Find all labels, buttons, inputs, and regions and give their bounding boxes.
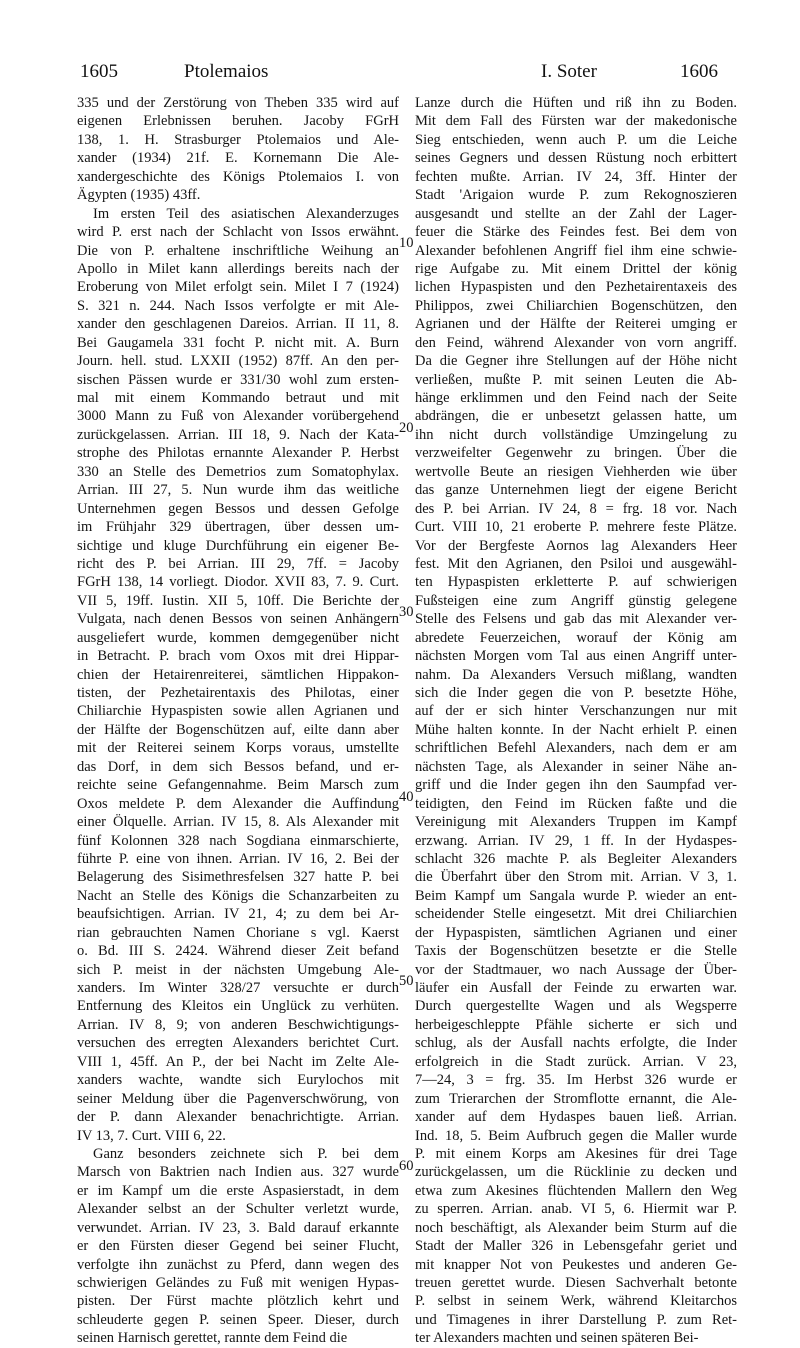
text-line: fünf Kolonnen 328 nach Sogdiana einmarschierte, bbox=[77, 832, 399, 849]
text-line: reichte seine Gefangennahme. Beim Marsch zum bbox=[77, 777, 399, 794]
text-line: der Hypaspisten, sämtlichen Agrianen und einer bbox=[415, 924, 737, 941]
text-line: Eroberung von Milet erfolgt sein. Milet I 7 (1924) bbox=[77, 279, 399, 296]
text-line: ten Hypaspisten erkletterte P. auf schwierigen bbox=[415, 574, 737, 591]
text-line: noch beschäftigt, als Alexander beim Sturm auf die bbox=[415, 1219, 737, 1236]
text-line: seinen Harnisch gerettet, rannte dem Feind die bbox=[77, 1330, 348, 1347]
text-line: Ganz besonders zeichnete sich P. bei dem bbox=[93, 1145, 399, 1162]
text-line: Vereinigung mit Alexanders Truppen im Kampf bbox=[415, 814, 737, 831]
text-line: versuchen des erregten Alexanders berichtet Curt. bbox=[77, 1035, 399, 1052]
text-line: teidigten, den Feind im Rücken faßte und die bbox=[415, 795, 737, 812]
text-line: beaufsichtigen. Arrian. IV 21, 4; zu dem bei Ar- bbox=[77, 906, 399, 923]
line-number: 50 bbox=[399, 973, 414, 989]
text-line: ausgeliefert wurde, kommen demgegenüber nicht bbox=[77, 629, 399, 646]
text-line: xanders. Im Winter 328/27 versuchte er durch bbox=[77, 980, 399, 996]
column-number-left: 1605 bbox=[80, 61, 118, 82]
text-line: 335 und der Zerstörung von Theben 335 wird auf bbox=[77, 95, 399, 111]
text-line: den Feind, während Alexander von vorn angriff. bbox=[415, 334, 737, 351]
text-line: im Frühjahr 329 übertragen, über dessen um- bbox=[77, 519, 399, 536]
text-line: mal mit einem Kommando betraut und mit bbox=[77, 390, 399, 406]
text-line: pisten. Der Fürst machte plötzlich kehrt und bbox=[77, 1293, 399, 1310]
text-line: des P. bei Arrian. IV 24, 8 = frg. 18 vor. Nach bbox=[415, 500, 737, 517]
text-line: in Betracht. P. brach vom Oxos mit drei Hippar- bbox=[77, 648, 399, 665]
text-line: 330 an Stelle des Demetrios zum Somatophylax. bbox=[77, 463, 399, 480]
line-number: 60 bbox=[399, 1158, 414, 1174]
left-text-column bbox=[77, 94, 399, 1348]
text-line: o. Bd. III S. 2424. Während dieser Zeit befand bbox=[77, 943, 399, 960]
text-line: rige Aufgabe zu. Mit einem Drittel der könig bbox=[415, 260, 737, 277]
text-line: sichtige und kluge Durchführung ein eigener Be- bbox=[77, 537, 399, 554]
right-text-column bbox=[415, 94, 737, 1348]
text-line: erzwang. Arrian. IV 29, 1 ff. In der Hydaspes- bbox=[415, 832, 737, 849]
text-line: fest. Mit den Agrianen, den Psiloi und ausgewähl- bbox=[415, 555, 737, 572]
text-line: eigenen Erlebnissen beruhen. Jacoby FGrH bbox=[77, 113, 399, 130]
text-line: er im Kampf um die erste Aspasierstadt, in dem bbox=[77, 1182, 399, 1199]
text-line: ihn nicht durch vollständige Umzingelung zu bbox=[415, 426, 737, 443]
text-line: Im ersten Teil des asiatischen Alexanderzuges bbox=[93, 205, 399, 222]
text-line: nahm. Da Alexanders Versuch mißlang, wandten bbox=[415, 666, 737, 683]
text-line: der Hälfte der Bogenschützen auf, eilte dann aber bbox=[77, 721, 399, 738]
text-line: 3000 Mann zu Fuß von Alexander vorübergehend bbox=[77, 408, 399, 425]
text-line: Vulgata, nach denen Bessos von seinen Anhängern bbox=[77, 611, 399, 628]
text-line: FGrH 138, 14 vorliegt. Diodor. XVII 83, 7. 9. Curt. bbox=[77, 574, 399, 591]
text-line: er den Fürsten dieser Gegend bei seiner Flucht, bbox=[77, 1238, 399, 1255]
text-line: etwa zum Akesines flüchtenden Mallern den Weg bbox=[415, 1182, 737, 1199]
text-line: Entfernung des Kleitos ein Unglück zu verhüten. bbox=[77, 998, 399, 1015]
text-line: verfolgte ihn zunächst zu Pferd, dann wegen des bbox=[77, 1256, 399, 1273]
text-line: Unternehmen gegen Bessos und dessen Gefolge bbox=[77, 500, 399, 517]
text-line: lichen Hypaspisten und den Pezhetairentaxeis des bbox=[415, 279, 737, 296]
text-line: Chiliarchie Hypaspisten sowie allen Agrianen und bbox=[77, 703, 399, 720]
text-line: Oxos meldete P. dem Alexander die Auffindung bbox=[77, 795, 399, 812]
text-line: Da die Gegner ihre Stellungen auf der Höhe nicht bbox=[415, 353, 737, 370]
text-line: S. 321 n. 244. Nach Issos verfolgte er mit Ale- bbox=[77, 297, 399, 314]
text-line: läufer ein Ausfall der Feinde zu erwarten war. bbox=[415, 980, 737, 996]
text-line: Arrian. III 27, 5. Nun wurde ihm das weitliche bbox=[77, 482, 399, 499]
line-number: 40 bbox=[399, 789, 414, 805]
text-line: Curt. VIII 10, 21 eroberte P. mehrere feste Plätze. bbox=[415, 519, 737, 536]
text-line: wertvolle Beute an riesigen Viehherden wie über bbox=[415, 463, 737, 480]
text-line: xanders wachte, wandte sich Eurylochos mit bbox=[77, 1072, 399, 1089]
text-line: sich die Inder gegen die von P. besetzte Höhe, bbox=[415, 685, 737, 701]
text-line: verließen, mußte P. mit seinen Leuten die Ab- bbox=[415, 371, 737, 388]
text-line: Alexander selbst an der Schulter verletzt wurde, bbox=[77, 1201, 399, 1218]
text-line: Alexander befohlenen Angriff fiel ihm eine schwie- bbox=[415, 242, 737, 259]
text-line: nächsten Morgen vom Tal aus einen Angriff unter- bbox=[415, 648, 737, 665]
page-title-right: I. Soter bbox=[541, 61, 597, 82]
text-line: Philippos, zwei Chiliarchien Bogenschützen, den bbox=[415, 297, 737, 314]
text-line: Taxis der Bogenschützen besetzte er die Stelle bbox=[415, 943, 737, 960]
text-line: griff und die Inder gegen ihn den Saumpfad ver- bbox=[415, 777, 737, 794]
column-number-right: 1606 bbox=[680, 61, 718, 82]
text-line: Nacht an Stelle des Königs die Schanzarbeiten zu bbox=[77, 887, 399, 904]
text-line: 7—24, 3 = frg. 35. Im Herbst 326 wurde er bbox=[415, 1072, 737, 1089]
text-line: fechten mußte. Arrian. IV 24, 3ff. Hinter der bbox=[415, 168, 737, 185]
text-line: abredete Feuerzeichen, worauf der König am bbox=[415, 629, 737, 646]
text-line: P. mit einem Korps am Akesines für drei Tage bbox=[415, 1145, 737, 1162]
text-line: führte P. eine von ihnen. Arrian. IV 16, 2. Bei der bbox=[77, 850, 399, 867]
text-line: xander (1934) 21f. E. Kornemann Die Ale- bbox=[77, 150, 399, 167]
text-line: Ind. 18, 5. Beim Aufbruch gegen die Maller wurde bbox=[415, 1127, 737, 1144]
text-line: Beim Kampf um Sangala wurde P. wieder an ent- bbox=[415, 887, 737, 904]
text-line: Fußsteigen eine zum Angriff günstig gelegene bbox=[415, 592, 737, 609]
text-line: chien der Hetairenreiterei, sämtlichen Hippakon- bbox=[77, 666, 399, 683]
text-line: einer Ölquelle. Arrian. IV 15, 8. Als Alexander mit bbox=[77, 814, 399, 831]
text-line: der P. dann Alexander benachrichtigte. Arrian. bbox=[77, 1109, 399, 1126]
text-line: auf der er sich hinter Verschanzungen nur mit bbox=[415, 703, 737, 720]
text-line: schlacht 326 machte P. als Begleiter Alexanders bbox=[415, 850, 737, 867]
text-line: Belagerung des Sisimethresfelsen 327 hatte P. bei bbox=[77, 869, 399, 886]
line-number: 30 bbox=[399, 604, 414, 620]
text-line: und Timagenes in ihrer Darstellung P. zum Ret- bbox=[415, 1311, 737, 1328]
text-line: mit knapper Not von Peukestes und anderen Ge- bbox=[415, 1256, 737, 1273]
text-line: erfolgreich in die Stadt zurück. Arrian. V 23, bbox=[415, 1053, 737, 1070]
text-line: xander auf dem Hydaspes bauen ließ. Arrian. bbox=[415, 1109, 737, 1126]
text-line: schriftlichen Befehl Alexanders, nach dem er am bbox=[415, 740, 737, 757]
text-line: Stadt 'Arigaion wurde P. zum Rekognoszieren bbox=[415, 187, 737, 204]
line-number: 10 bbox=[399, 235, 414, 251]
text-line: Stelle des Felsens und gab das mit Alexander ver- bbox=[415, 611, 737, 628]
text-line: xandergeschichte des Königs Ptolemaios I. von bbox=[77, 168, 399, 185]
text-line: xander den geschlagenen Dareios. Arrian. II 11, 8. bbox=[77, 316, 399, 333]
text-line: nächsten Tage, als Alexander in seiner Nähe an- bbox=[415, 758, 737, 775]
text-line: Apollo in Milet kann allerdings bereits nach der bbox=[77, 260, 399, 277]
text-line: Mühe halten konnte. In der Nacht erhielt P. einen bbox=[415, 721, 737, 738]
text-line: Ägypten (1935) 43ff. bbox=[77, 187, 201, 204]
text-line: seines Gegners und dessen Rüstung noch erbittert bbox=[415, 150, 737, 167]
text-line: das Dorf, in dem sich Bessos befand, und er- bbox=[77, 758, 399, 775]
text-line: Mit dem Fall des Fürsten war der makedonische bbox=[415, 113, 737, 130]
text-line: schleuderte gegen P. seinen Speer. Dieser, durch bbox=[77, 1311, 399, 1328]
text-line: sischen Pässen wurde er 331/30 wohl zum ersten- bbox=[77, 371, 399, 388]
text-line: das ganze Unternehmen liegt der eigene Bericht bbox=[415, 482, 737, 499]
text-line: 138, 1. H. Strasburger Ptolemaios und Ale- bbox=[77, 131, 399, 148]
text-line: Vor der Bergfeste Aornos lag Alexanders Heer bbox=[415, 537, 737, 554]
text-line: ter Alexanders machten und seinen späteren Bei- bbox=[415, 1330, 699, 1347]
text-line: vor der Stadtmauer, wo nach Aussage der Über- bbox=[415, 961, 737, 978]
text-line: IV 13, 7. Curt. VIII 6, 22. bbox=[77, 1127, 226, 1144]
text-line: die Überfahrt über den Strom mit. Arrian. V 3, 1. bbox=[415, 869, 737, 886]
text-line: verzweifelter Gegenwehr zu bringen. Über die bbox=[415, 445, 737, 462]
text-line: Stadt der Maller 326 in Lebensgefahr geriet und bbox=[415, 1238, 737, 1255]
text-line: Marsch von Baktrien nach Indien aus. 327 wurde bbox=[77, 1164, 399, 1181]
text-line: abdrängen, die er unbesetzt gelassen hatte, um bbox=[415, 408, 737, 425]
text-line: Durch quergestellte Wagen und als Wegsperre bbox=[415, 998, 737, 1015]
text-line: feuer die Stärke des Feindes fest. Bei dem von bbox=[415, 224, 737, 241]
text-line: tisten, der Pezhetairentaxis des Philotas, einer bbox=[77, 685, 399, 701]
text-line: seiner Meldung über die Pagenverschwörung, von bbox=[77, 1090, 399, 1107]
text-line: strophe des Philotas ernannte Alexander P. Herbst bbox=[77, 445, 399, 462]
text-line: hänge erklimmen und den Feind nach der Seite bbox=[415, 390, 737, 406]
text-line: richt des P. bei Arrian. III 29, 7ff. = Jacoby bbox=[77, 555, 399, 572]
text-line: Arrian. IV 8, 9; von anderen Beschwichtigungs- bbox=[77, 1016, 399, 1033]
text-line: P. selbst in seinem Werk, während Kleitarchos bbox=[415, 1293, 737, 1310]
text-line: Lanze durch die Hüften und riß ihn zu Boden. bbox=[415, 95, 737, 111]
text-line: schwierigen Geländes zu Fuß mit wenigen Hypas- bbox=[77, 1275, 399, 1291]
text-line: scheidender Stelle eingesetzt. Mit drei Chiliarchien bbox=[415, 906, 737, 923]
text-line: ausgesandt und stellte an der Zahl der Lager- bbox=[415, 205, 737, 222]
text-line: Agrianen und der Hälfte der Reiterei umging er bbox=[415, 316, 737, 333]
text-line: zurückgelassen, um die Rücklinie zu decken und bbox=[415, 1164, 737, 1181]
text-line: verwundet. Arrian. IV 23, 3. Bald darauf erkannte bbox=[77, 1219, 399, 1236]
text-line: VIII 1, 45ff. An P., der bei Nacht im Zelte Ale- bbox=[77, 1053, 399, 1070]
text-line: Journ. hell. stud. LXXII (1952) 87ff. An den per- bbox=[77, 353, 399, 370]
text-line: zurückgelassen. Arrian. III 18, 9. Nach der Kata- bbox=[77, 426, 399, 443]
text-line: Die von P. erhaltene inschriftliche Weihung an bbox=[77, 242, 399, 259]
line-number: 20 bbox=[399, 420, 414, 436]
text-line: mit der Reiterei seinem Korps voraus, umstellte bbox=[77, 740, 399, 757]
text-line: treuen gerettet wurde. Diesen Sachverhalt betonte bbox=[415, 1275, 737, 1291]
text-line: zum Trierarchen der Stromflotte ernannt, die Ale- bbox=[415, 1090, 737, 1107]
text-line: rian gebrauchten Namen Choriane s vgl. Kaerst bbox=[77, 924, 399, 941]
text-line: sich P. meist in der nächsten Umgebung Ale- bbox=[77, 961, 399, 978]
text-line: zu sperren. Arrian. anab. VI 5, 6. Hiermit war P. bbox=[415, 1201, 737, 1218]
page-title-left: Ptolemaios bbox=[184, 61, 269, 82]
text-line: herbeigeschleppte Pfähle sicherte er sich und bbox=[415, 1016, 737, 1033]
text-line: Sieg entschieden, wenn auch P. um die Leiche bbox=[415, 131, 737, 148]
text-line: Bei Gaugamela 331 focht P. nicht mit. A. Burn bbox=[77, 334, 399, 351]
text-line: VII 5, 19ff. Iustin. XII 5, 10ff. Die Berichte der bbox=[77, 592, 399, 609]
text-line: wird P. erst nach der Schlacht von Issos erwähnt. bbox=[77, 224, 399, 241]
text-line: schlug, als der Ausfall nachts erfolgte, die Inder bbox=[415, 1035, 737, 1052]
